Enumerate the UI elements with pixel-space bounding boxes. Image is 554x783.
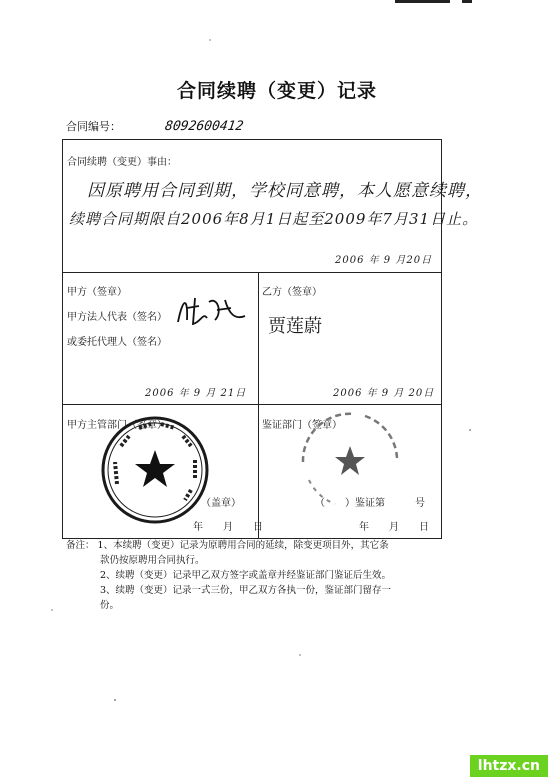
dept-label: 甲方主管部门（签章） <box>67 420 167 431</box>
party-a-legal-rep-label: 甲方法人代表（签名） <box>67 312 167 323</box>
col-divider-1 <box>258 272 259 404</box>
row-divider-1 <box>63 272 441 273</box>
party-b-signature: 贾莲蔚 <box>268 316 322 337</box>
note-2: 2、续聘（变更）记录甲乙双方签字或盖章并经鉴证部门鉴证后生效。 <box>100 570 392 581</box>
contract-number-value: 8092600412 <box>163 119 244 134</box>
record-table <box>62 139 483 539</box>
party-a-sign-label: 甲方（签章） <box>67 287 127 298</box>
notes-heading: 备注： <box>66 540 95 551</box>
verify-seal-note: （ ）鉴证第 号 <box>315 498 425 509</box>
dept-seal-note: （盖章） <box>201 498 241 509</box>
party-a-signature <box>173 292 253 332</box>
reason-line-1: 因原聘用合同到期，学校同意聘，本人愿意续聘， <box>87 181 483 201</box>
party-a-agent-label: 或委托代理人（签名） <box>67 337 167 348</box>
verify-date: 年 月 日 <box>359 522 429 533</box>
note-3: 3、续聘（变更）记录一式三份，甲乙双方各执一份，鉴证部门留存一 <box>100 585 392 596</box>
dept-official-seal <box>99 414 211 526</box>
watermark-badge: lhtzx.cn <box>470 755 548 777</box>
party-a-date: 2006 年 9 月 21日 <box>145 388 247 399</box>
note-3-cont: 份。 <box>100 600 120 611</box>
contract-number <box>66 118 243 134</box>
reason-date: 2006 年 9 月20日 <box>335 255 433 266</box>
reason-label: 合同续聘（变更）事由： <box>67 157 177 168</box>
document-title: 合同续聘（变更）记录 <box>176 80 377 102</box>
notes-section <box>66 538 446 613</box>
party-b-sign-label: 乙方（签章） <box>262 287 322 298</box>
note-1: 1、本续聘（变更）记录为原聘用合同的延续，除变更项目外，其它条 <box>97 540 389 551</box>
verify-label: 鉴证部门（签章） <box>262 420 342 431</box>
dept-date: 年 月 日 <box>193 522 263 533</box>
party-b-date: 2006 年 9 月 20日 <box>333 388 435 399</box>
note-1-cont: 款仍按原聘用合同执行。 <box>100 555 205 566</box>
row-divider-2 <box>63 404 441 405</box>
reason-line-2: 续聘合同期限自2006年8月1日起至2009年7月31日止。 <box>69 210 479 228</box>
contract-number-label: 合同编号： <box>66 120 121 133</box>
